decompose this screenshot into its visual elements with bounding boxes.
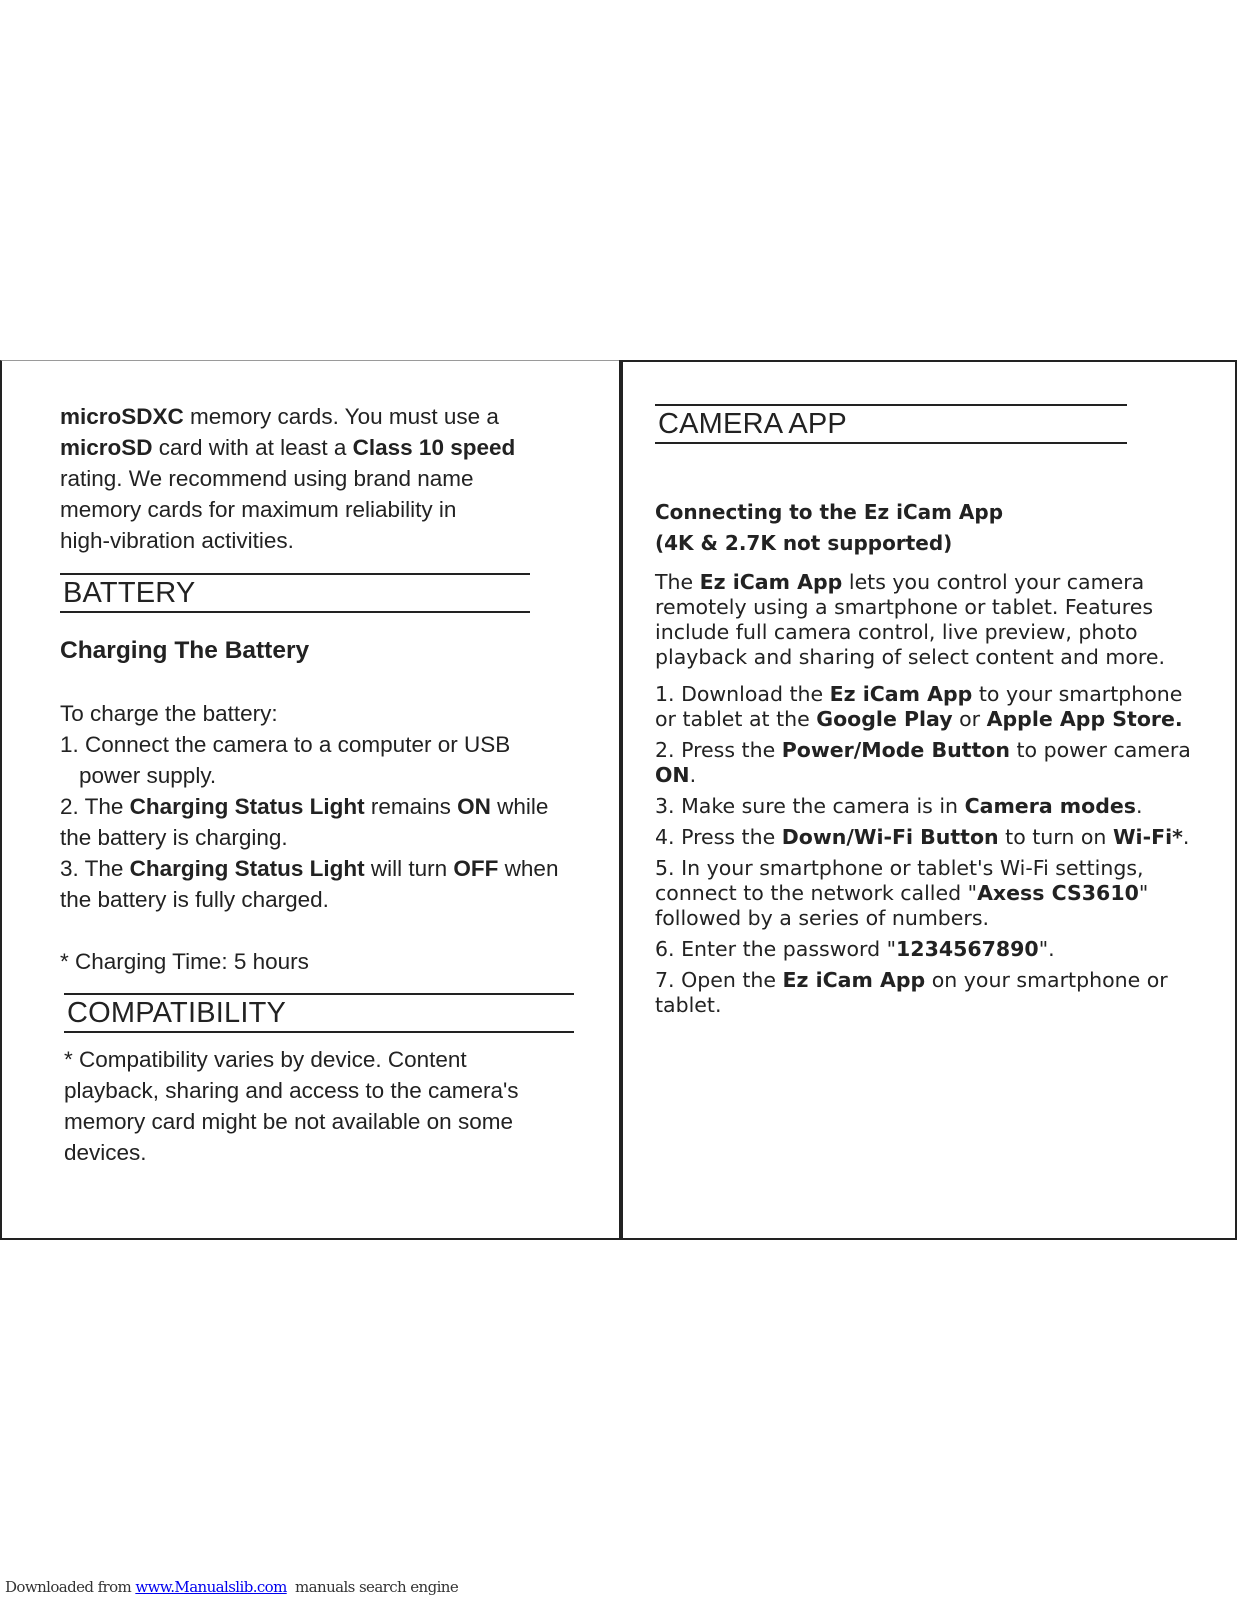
footer-suffix: manuals search engine [286,1578,459,1596]
intro-text: high-vibration activities. [60,528,294,553]
charging-step-2 [60,791,605,822]
left-page [0,360,619,1240]
step-bold: Wi-Fi* [1112,825,1183,849]
step-text: . [1136,794,1143,818]
step-bold: Charging Status Light [129,856,365,881]
step-text: 4. Press the [655,825,782,849]
microsd-text: microSD [60,435,153,460]
step-text: or [952,707,987,731]
step-text: 1. Download the [655,682,830,706]
subheading-line: (4K & 2.7K not supported) [655,531,953,555]
compatibility-text: devices. [64,1140,147,1165]
camera-app-heading: CAMERA APP [655,404,1127,444]
step-text: to your smartphone or tablet at the [655,682,1183,731]
charging-time: * Charging Time: 5 hours [60,949,309,974]
step-text: remains [364,794,458,819]
step-text: 2. Press the [655,738,782,762]
intro-text: The [655,570,700,594]
intro-text: rating. We recommend using brand name [60,466,474,491]
charging-intro: To charge the battery: [60,701,278,726]
app-step-5 [655,856,1195,931]
compatibility-heading: COMPATIBILITY [64,993,574,1033]
step-text: 5. In your smartphone or tablet's Wi-Fi settings, connect to the network called " [655,856,1144,905]
step-bold: Charging Status Light [129,794,365,819]
step-text: 7. Open the [655,968,783,992]
app-step-4 [655,825,1195,850]
app-step-3 [655,794,1195,819]
intro-text: memory cards. You must use a [183,404,499,429]
charging-step-1: 1. Connect the camera to a computer or USB [60,732,511,757]
compatibility-paragraph [64,1044,609,1168]
step-bold: Down/Wi-Fi Button [781,825,999,849]
step-bold: ON [655,763,690,787]
charging-subheading: Charging The Battery [60,637,310,664]
intro-text: card with at least a [152,435,353,460]
compatibility-text: playback, sharing and access to the camera's [64,1078,519,1103]
charging-step-1-cont: power supply. [79,763,217,788]
step-text: 2. The [60,794,130,819]
battery-heading: BATTERY [60,573,530,613]
download-footer [5,1578,458,1596]
step-text: . [1182,825,1190,849]
charging-instructions [60,698,605,977]
charging-step-3 [60,853,605,884]
app-steps [655,682,1195,1024]
class-speed-text: Class 10 speed [352,435,516,460]
step-text: while [490,794,549,819]
charging-step-2-cont: the battery is charging. [60,825,288,850]
step-text: 3. The [60,856,130,881]
right-page [619,360,1237,1240]
step-bold: Camera modes [964,794,1137,818]
footer-prefix: Downloaded from [5,1578,136,1596]
step-bold: Google Play [816,707,953,731]
step-text: 6. Enter the password " [655,937,897,961]
microsdxc-text: microSDXC [60,404,184,429]
step-text: 3. Make sure the camera is in [655,794,965,818]
manualslib-link[interactable]: www.Manualslib.com [135,1578,287,1596]
step-bold: ON [457,794,491,819]
memory-card-paragraph [60,401,600,556]
step-text: to turn on [998,825,1113,849]
connecting-subheading [655,497,1003,559]
step-text: " followed by a series of numbers. [655,881,1149,930]
intro-text: memory cards for maximum reliability in [60,497,457,522]
step-bold: Ez iCam App [782,968,926,992]
step-text: . [689,763,697,787]
step-text: will turn [364,856,454,881]
step-bold: Axess CS3610 [977,881,1139,905]
app-step-6 [655,937,1195,962]
intro-text: lets you control your camera remotely using a smartphone or tablet. Features include full camera control, live preview, photo playback and sharing of select content and more. [655,570,1166,669]
step-text: on your smartphone or tablet. [655,968,1168,1017]
step-text: to power camera [1009,738,1191,762]
app-step-7 [655,968,1195,1018]
app-name: Ez iCam App [699,570,843,594]
app-step-1 [655,682,1195,732]
step-bold: 1234567890 [896,937,1039,961]
compatibility-text: memory card might be not available on some [64,1109,513,1134]
app-step-2 [655,738,1195,788]
app-intro-paragraph [655,570,1195,670]
charging-step-3-cont: the battery is fully charged. [60,887,329,912]
step-bold: Apple App Store. [986,707,1183,731]
step-bold: OFF [453,856,499,881]
step-text: ". [1038,937,1055,961]
step-text: when [498,856,559,881]
subheading-line: Connecting to the Ez iCam App [655,500,1004,524]
compatibility-text: * Compatibility varies by device. Content [64,1047,467,1072]
step-bold: Power/Mode Button [781,738,1010,762]
step-bold: Ez iCam App [829,682,973,706]
